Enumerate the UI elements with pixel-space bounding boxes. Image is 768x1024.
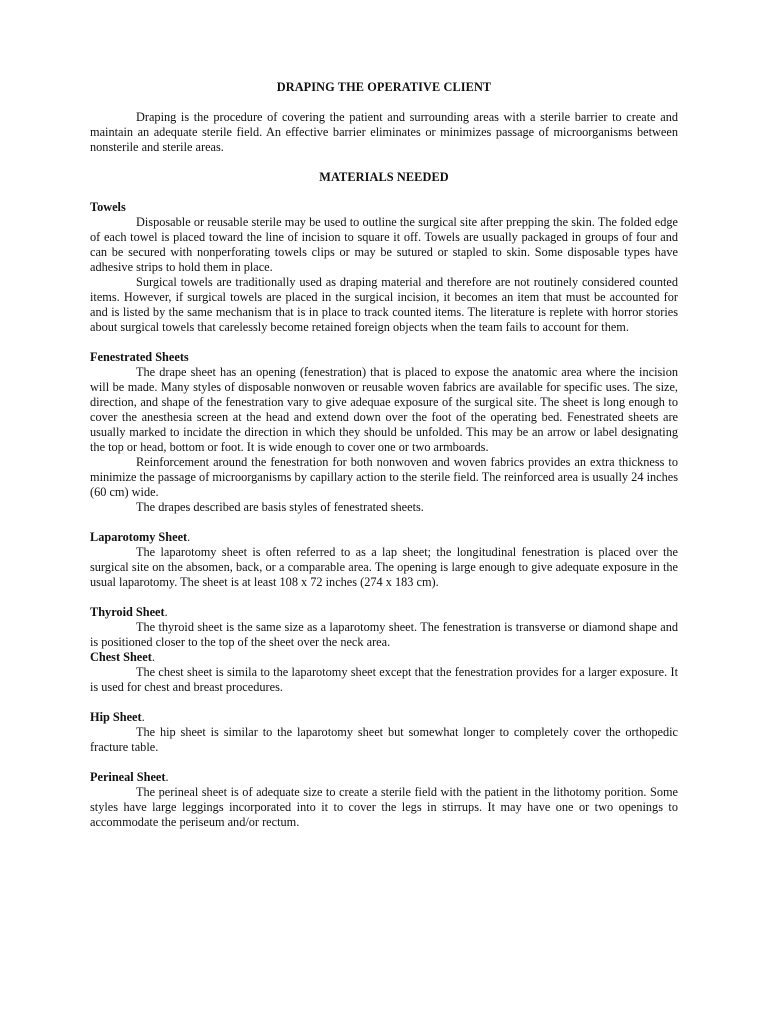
perineal-heading: Perineal Sheet: [90, 770, 166, 784]
laparotomy-paragraph: The laparotomy sheet is often referred to as a lap sheet; the longitudinal fenestration is placed over the surgical site on the absomen, back, or a comparable area. The opening is large enough to give adequate exposure in the usual laparotomy. The sheet is at least 108 x 72 inches (274 x 183 cm).: [90, 545, 678, 589]
hip-heading-line: Hip Sheet.: [90, 710, 145, 724]
hip-heading: Hip Sheet: [90, 710, 142, 724]
intro-paragraph: Draping is the procedure of covering the patient and surrounding areas with a sterile barrier to create and maintain an adequate sterile field. An effective barrier eliminates or minimizes passage of microorganisms between nonsterile and sterile areas.: [90, 110, 678, 154]
chest-heading-line: Chest Sheet.: [90, 650, 155, 664]
laparotomy-heading-line: Laparotomy Sheet.: [90, 530, 191, 544]
chest-heading: Chest Sheet: [90, 650, 152, 664]
towels-paragraph-2: Surgical towels are traditionally used as draping material and therefore are not routinely considered counted items. However, if surgical towels are placed in the surgical incision, it becomes an item that must be accounted for and is listed by the same mechanism that is in place to track counted items. The literature is replete with horror stories about surgical towels that carelessly become retained foreign objects when the team fails to account for them.: [90, 275, 678, 334]
perineal-heading-line: Perineal Sheet.: [90, 770, 169, 784]
towels-paragraph-1: Disposable or reusable sterile may be used to outline the surgical site after prepping the skin. The folded edge of each towel is placed toward the line of incision to square it off. Towels are usually packaged in groups of four and can be secured with nonperforating towels clips or may be sutured or stapled to skin. Some disposable types have adhesive strips to hold them in place.: [90, 215, 678, 274]
laparotomy-heading: Laparotomy Sheet: [90, 530, 188, 544]
towels-heading: Towels: [90, 200, 126, 214]
materials-heading: MATERIALS NEEDED: [319, 170, 449, 184]
perineal-paragraph: The perineal sheet is of adequate size to create a sterile field with the patient in the lithotomy porition. Some styles have large leggings incorporated into it to cover the legs in stirrups. It may have one or two openings to accommodate the periseum and/or rectum.: [90, 785, 678, 829]
thyroid-heading: Thyroid Sheet: [90, 605, 165, 619]
fenestrated-paragraph-2: Reinforcement around the fenestration for both nonwoven and woven fabrics provides an extra thickness to minimize the passage of microorganisms by capillary action to the sterile field. The reinforced area is usually 24 inches (60 cm) wide.: [90, 455, 678, 499]
fenestrated-heading: Fenestrated Sheets: [90, 350, 189, 364]
thyroid-paragraph: The thyroid sheet is the same size as a laparotomy sheet. The fenestration is transverse or diamond shape and is positioned closer to the top of the sheet over the neck area.: [90, 620, 678, 649]
document-title: DRAPING THE OPERATIVE CLIENT: [276, 80, 492, 94]
thyroid-heading-line: Thyroid Sheet.: [90, 605, 168, 619]
chest-paragraph: The chest sheet is simila to the laparotomy sheet except that the fenestration provides for a larger exposure. It is used for chest and breast procedures.: [90, 665, 678, 694]
fenestrated-paragraph-1: The drape sheet has an opening (fenestration) that is placed to expose the anatomic area where the incision will be made. Many styles of disposable nonwoven or reusable woven fabrics are available for specific uses. The size, direction, and shape of the fenestration vary to give adequae exposure of the surgical site. The sheet is long enough to cover the anesthesia screen at the head and extend down over the foot of the operating bed. Fenestrated sheets are usually marked to incidate the direction in which they should be unfolded. This may be an arrow or label designating the top or head, bottom or foot. It is wide enough to cover one or two armboards.: [90, 365, 678, 454]
document-page: [90, 80, 678, 830]
hip-paragraph: The hip sheet is similar to the laparotomy sheet but somewhat longer to completely cover the orthopedic fracture table.: [90, 725, 678, 754]
fenestrated-paragraph-3: The drapes described are basis styles of fenestrated sheets.: [136, 500, 424, 514]
